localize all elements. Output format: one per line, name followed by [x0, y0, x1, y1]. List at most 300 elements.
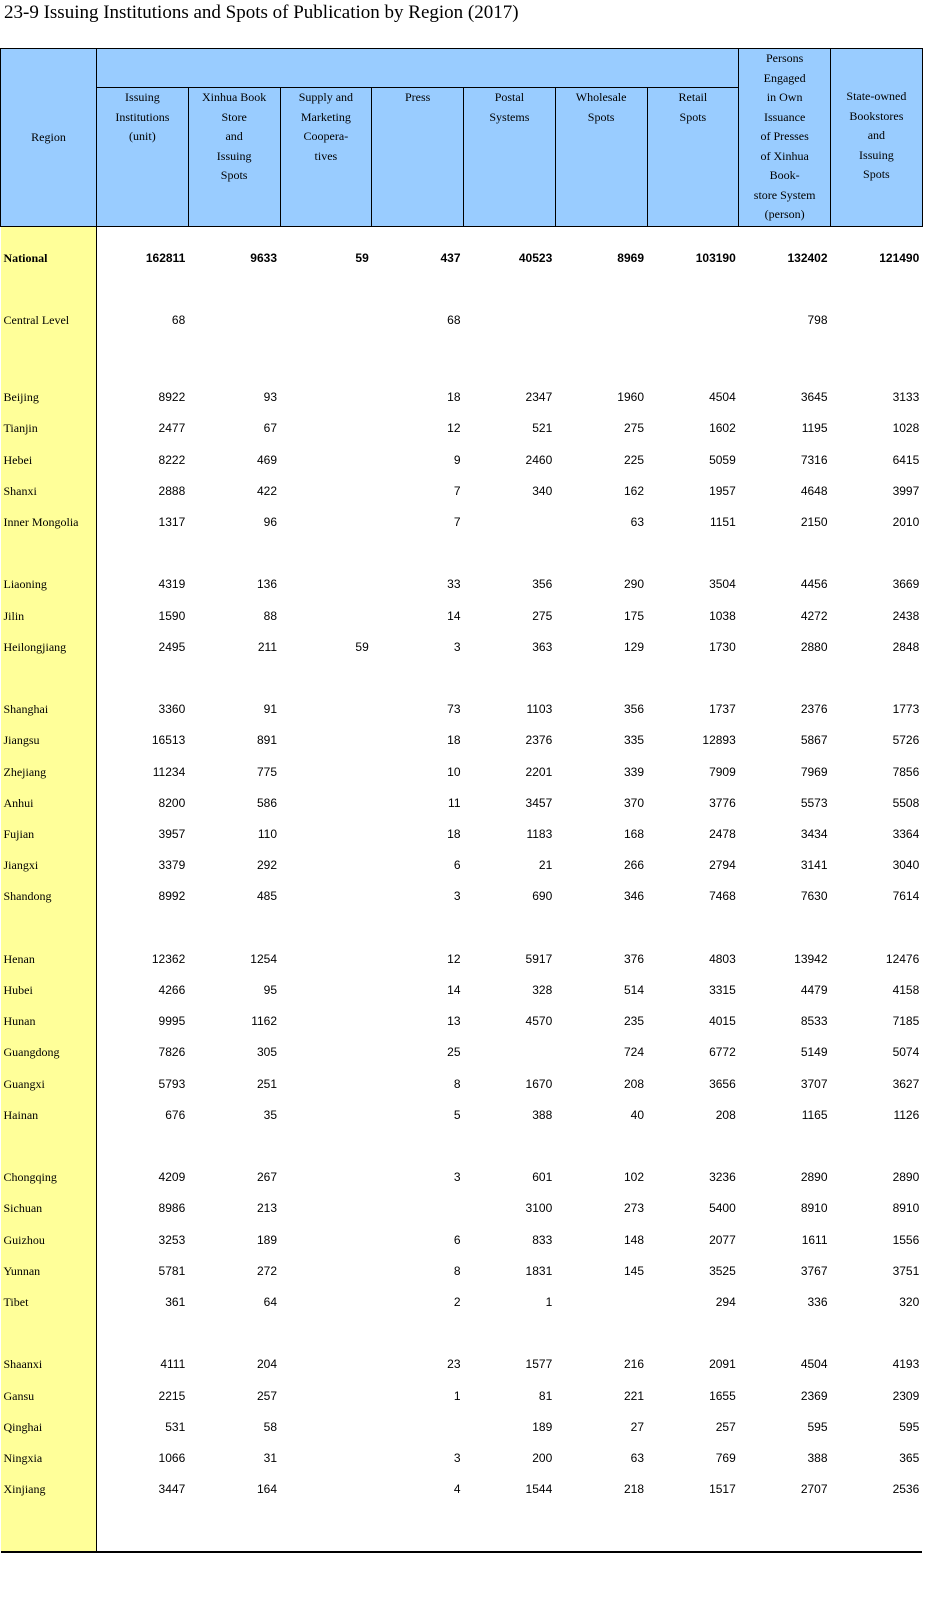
table-footer-row: [1, 1505, 923, 1552]
value-cell: 5573: [800, 795, 828, 810]
value-cell: 18: [447, 733, 461, 748]
value-cell: 485: [256, 889, 277, 904]
value-cell: 266: [623, 858, 644, 873]
value-cell: 7614: [892, 889, 920, 904]
region-cell: Central Level: [1, 289, 97, 351]
value-cell: [831, 351, 923, 382]
value-cell: [280, 663, 372, 694]
table-row: [1, 1349, 923, 1380]
value-cell: 8200: [158, 795, 186, 810]
value-cell: 93: [263, 390, 277, 405]
value-cell: [280, 382, 372, 413]
value-cell: 12476: [885, 951, 920, 966]
value-cell: 208: [623, 1076, 644, 1091]
table-row: [1, 1006, 923, 1037]
value-cell: 67: [263, 421, 277, 436]
value-cell: 63: [630, 515, 644, 529]
value-cell: [831, 1318, 923, 1349]
region-cell: Guizhou: [1, 1225, 97, 1256]
value-cell: 63: [630, 1451, 644, 1466]
table-row: [1, 1443, 923, 1474]
value-cell: 388: [532, 1107, 553, 1122]
value-cell: [372, 1412, 464, 1443]
value-cell: 3434: [800, 827, 828, 841]
value-cell: 2880: [800, 639, 828, 654]
value-cell: [555, 351, 647, 382]
value-cell: 3: [453, 889, 461, 904]
value-cell: 2460: [525, 452, 553, 467]
value-cell: 189: [532, 1419, 553, 1434]
value-cell: [739, 1505, 831, 1552]
value-cell: [188, 913, 280, 944]
value-cell: 290: [623, 577, 644, 592]
value-cell: 3504: [709, 577, 736, 592]
value-cell: [280, 725, 372, 756]
value-cell: 8910: [800, 1201, 828, 1216]
value-cell: 5149: [800, 1045, 828, 1060]
value-cell: 4648: [800, 483, 828, 498]
value-cell: 11234: [152, 764, 186, 779]
value-cell: 4015: [709, 1014, 736, 1029]
value-cell: 7909: [709, 764, 736, 779]
value-cell: [280, 1006, 372, 1037]
value-cell: [188, 1318, 280, 1349]
value-cell: 64: [263, 1295, 277, 1310]
value-cell: 2890: [800, 1170, 828, 1185]
value-cell: 8: [453, 1076, 461, 1091]
table-row: [1, 1225, 923, 1256]
region-cell: [1, 538, 97, 569]
value-cell: 3767: [800, 1263, 828, 1278]
value-cell: 110: [257, 827, 277, 841]
value-cell: [280, 757, 372, 788]
value-cell: 2091: [709, 1357, 736, 1372]
value-cell: [831, 1131, 923, 1162]
value-cell: 4158: [892, 983, 920, 997]
value-cell: [647, 351, 739, 382]
value-cell: 4209: [158, 1170, 186, 1185]
value-cell: 1655: [709, 1388, 736, 1403]
value-cell: 7316: [800, 452, 828, 467]
value-cell: 3236: [709, 1170, 736, 1185]
table-row: [1, 227, 923, 290]
region-cell: [1, 663, 97, 694]
value-cell: 81: [538, 1388, 553, 1403]
value-cell: 1960: [617, 390, 644, 405]
value-cell: 68: [447, 313, 461, 327]
value-cell: [372, 1318, 464, 1349]
region-cell: [1, 1318, 97, 1349]
value-cell: 388: [807, 1451, 828, 1466]
value-cell: 8922: [158, 390, 186, 405]
value-cell: 2010: [892, 515, 920, 529]
value-cell: 361: [165, 1295, 186, 1310]
value-cell: 1126: [893, 1107, 920, 1122]
spacer-row: [1, 663, 923, 694]
header-retail: Retail Spots: [647, 88, 739, 227]
value-cell: [647, 1318, 739, 1349]
value-cell: 724: [623, 1045, 644, 1060]
value-cell: 3627: [892, 1076, 920, 1091]
value-cell: 7: [453, 515, 461, 529]
value-cell: 8992: [158, 889, 186, 904]
value-cell: [555, 1318, 647, 1349]
value-cell: 2077: [709, 1232, 736, 1247]
value-cell: 14: [447, 983, 461, 997]
region-cell: Jiangxi: [1, 850, 97, 881]
table-body: [1, 227, 923, 1553]
value-cell: [280, 944, 372, 975]
value-cell: 3100: [525, 1201, 553, 1216]
spacer-row: [1, 538, 923, 569]
value-cell: 340: [532, 483, 553, 498]
value-cell: 1831: [525, 1263, 553, 1278]
value-cell: [739, 913, 831, 944]
value-cell: 3997: [892, 483, 920, 498]
value-cell: [647, 538, 739, 569]
value-cell: [647, 663, 739, 694]
data-sheet: [0, 48, 944, 1553]
region-cell: [1, 351, 97, 382]
value-cell: 3379: [158, 858, 186, 873]
value-cell: 1162: [251, 1014, 277, 1029]
region-cell: Hebei: [1, 445, 97, 476]
value-cell: 5508: [892, 795, 920, 810]
value-cell: 9: [453, 452, 461, 467]
value-cell: [464, 507, 556, 538]
value-cell: [647, 1131, 739, 1162]
value-cell: [97, 1318, 189, 1349]
value-cell: [555, 663, 647, 694]
value-cell: 2150: [800, 515, 828, 529]
value-cell: 3: [453, 1170, 461, 1185]
value-cell: [555, 289, 647, 351]
publication-table: [0, 48, 923, 1553]
value-cell: [647, 289, 739, 351]
value-cell: 1254: [250, 951, 277, 966]
value-cell: [464, 1505, 556, 1552]
value-cell: 251: [256, 1076, 277, 1091]
value-cell: 294: [715, 1295, 736, 1310]
value-cell: 1151: [709, 515, 736, 529]
value-cell: [280, 1037, 372, 1068]
value-cell: 132402: [787, 251, 828, 265]
value-cell: 891: [256, 733, 277, 748]
value-cell: [280, 1474, 372, 1505]
value-cell: [280, 1349, 372, 1380]
value-cell: 175: [623, 608, 644, 623]
value-cell: 103190: [695, 251, 736, 265]
value-cell: 1: [545, 1295, 553, 1310]
value-cell: [97, 1505, 189, 1552]
value-cell: 3776: [709, 795, 736, 810]
value-cell: [280, 476, 372, 507]
value-cell: 2890: [892, 1170, 920, 1185]
header-press: Press: [372, 88, 464, 227]
value-cell: 8969: [617, 251, 644, 265]
region-cell: Tibet: [1, 1287, 97, 1318]
value-cell: [739, 351, 831, 382]
region-cell: Guangdong: [1, 1037, 97, 1068]
value-cell: [555, 1131, 647, 1162]
value-cell: 336: [807, 1295, 828, 1310]
region-cell: Qinghai: [1, 1412, 97, 1443]
value-cell: 148: [623, 1232, 644, 1247]
value-cell: 3: [453, 639, 461, 654]
value-cell: [739, 663, 831, 694]
value-cell: 514: [623, 983, 644, 997]
value-cell: 68: [171, 313, 186, 327]
value-cell: [372, 1505, 464, 1552]
value-cell: 1611: [801, 1232, 828, 1247]
value-cell: 3457: [525, 795, 553, 810]
value-cell: 225: [623, 452, 644, 467]
value-cell: [280, 1256, 372, 1287]
value-cell: 356: [623, 702, 644, 717]
value-cell: 8222: [158, 452, 186, 467]
region-cell: Xinjiang: [1, 1474, 97, 1505]
value-cell: 4319: [158, 577, 186, 592]
value-cell: 59: [355, 639, 369, 654]
value-cell: 7185: [892, 1014, 920, 1029]
value-cell: 4111: [160, 1357, 186, 1372]
region-cell: [1, 1505, 97, 1552]
value-cell: 2495: [158, 639, 186, 654]
value-cell: 31: [263, 1451, 277, 1466]
value-cell: [280, 1131, 372, 1162]
value-cell: [464, 1037, 556, 1068]
value-cell: 95: [263, 983, 277, 997]
value-cell: [372, 351, 464, 382]
region-cell: Chongqing: [1, 1162, 97, 1193]
table-row: [1, 382, 923, 413]
value-cell: 2376: [525, 733, 553, 748]
value-cell: 3040: [892, 858, 920, 873]
value-cell: [188, 1505, 280, 1552]
value-cell: 6772: [709, 1045, 736, 1060]
region-cell: Ningxia: [1, 1443, 97, 1474]
value-cell: 798: [807, 313, 828, 327]
value-cell: 4570: [525, 1014, 553, 1029]
value-cell: 12893: [702, 733, 736, 748]
value-cell: 16513: [151, 733, 186, 748]
region-cell: Fujian: [1, 819, 97, 850]
value-cell: [739, 1318, 831, 1349]
value-cell: [739, 538, 831, 569]
value-cell: 11: [448, 795, 461, 810]
value-cell: 2794: [709, 858, 736, 873]
table-row: [1, 1100, 923, 1131]
value-cell: 601: [532, 1170, 553, 1185]
value-cell: 1544: [525, 1482, 553, 1497]
value-cell: [280, 601, 372, 632]
value-cell: [464, 351, 556, 382]
value-cell: [280, 694, 372, 725]
value-cell: [97, 913, 189, 944]
value-cell: 7969: [800, 764, 828, 779]
value-cell: 3707: [800, 1076, 828, 1091]
value-cell: 257: [256, 1388, 277, 1403]
value-cell: [831, 1505, 923, 1552]
value-cell: 3957: [158, 827, 186, 841]
page-title: 23-9 Issuing Institutions and Spots of Publication by Region (2017): [4, 2, 519, 23]
table-row: [1, 632, 923, 663]
value-cell: 1317: [158, 515, 186, 529]
value-cell: 9633: [250, 251, 277, 265]
region-cell: Guangxi: [1, 1069, 97, 1100]
value-cell: [280, 1162, 372, 1193]
value-cell: 164: [256, 1482, 277, 1497]
value-cell: 73: [447, 702, 461, 717]
value-cell: 23: [447, 1357, 461, 1372]
value-cell: [280, 975, 372, 1006]
value-cell: 1773: [892, 702, 920, 717]
header-supply: Supply and Marketing Coopera- tives: [280, 88, 372, 227]
value-cell: 1038: [709, 608, 736, 623]
value-cell: 346: [623, 889, 644, 904]
value-cell: [97, 1131, 189, 1162]
value-cell: 6415: [892, 452, 920, 467]
value-cell: 5059: [709, 452, 736, 467]
value-cell: 339: [623, 764, 644, 779]
value-cell: 257: [715, 1419, 736, 1434]
value-cell: 1: [453, 1388, 461, 1403]
value-cell: 3525: [709, 1263, 736, 1278]
value-cell: 437: [440, 251, 461, 265]
value-cell: 4504: [709, 390, 736, 405]
value-cell: 162: [623, 483, 644, 498]
region-cell: Shanxi: [1, 476, 97, 507]
value-cell: 305: [256, 1045, 277, 1060]
value-cell: 8: [453, 1263, 461, 1278]
value-cell: 3315: [709, 983, 736, 997]
value-cell: [280, 1287, 372, 1318]
header-xinhua: Xinhua Book Store and Issuing Spots: [188, 88, 280, 227]
value-cell: 35: [263, 1107, 277, 1122]
value-cell: [280, 913, 372, 944]
value-cell: 1165: [801, 1107, 828, 1122]
header-issuing-institutions: Issuing Institutions (unit): [97, 88, 189, 227]
value-cell: [280, 413, 372, 444]
region-cell: Yunnan: [1, 1256, 97, 1287]
value-cell: 14: [447, 608, 461, 623]
table-row: [1, 289, 923, 351]
value-cell: 5867: [800, 733, 828, 748]
value-cell: [831, 538, 923, 569]
value-cell: [739, 1131, 831, 1162]
region-cell: Liaoning: [1, 569, 97, 600]
value-cell: 10: [447, 764, 461, 779]
value-cell: 2201: [525, 764, 553, 779]
value-cell: 2478: [709, 827, 736, 841]
value-cell: 5074: [892, 1045, 920, 1060]
table-row: [1, 1474, 923, 1505]
value-cell: 162811: [145, 251, 186, 265]
value-cell: 3133: [892, 390, 920, 405]
value-cell: 145: [623, 1263, 644, 1278]
value-cell: [188, 663, 280, 694]
value-cell: 3: [453, 1451, 461, 1466]
value-cell: 6: [453, 858, 461, 873]
value-cell: [280, 1225, 372, 1256]
value-cell: [280, 507, 372, 538]
value-cell: 7: [453, 483, 461, 498]
value-cell: 3360: [158, 702, 186, 717]
region-cell: Heilongjiang: [1, 632, 97, 663]
value-cell: 1517: [709, 1482, 736, 1497]
spacer-row: [1, 1131, 923, 1162]
value-cell: [280, 1318, 372, 1349]
region-cell: Jilin: [1, 601, 97, 632]
value-cell: 58: [263, 1419, 277, 1434]
value-cell: 25: [447, 1045, 461, 1060]
value-cell: 2376: [800, 702, 828, 717]
table-row: [1, 413, 923, 444]
value-cell: 13942: [794, 951, 828, 966]
table-row: [1, 725, 923, 756]
value-cell: 102: [623, 1170, 644, 1185]
table-row: [1, 601, 923, 632]
value-cell: [280, 1412, 372, 1443]
value-cell: 521: [532, 421, 553, 436]
table-row: [1, 1256, 923, 1287]
value-cell: 2438: [892, 608, 920, 623]
value-cell: 3669: [892, 577, 920, 592]
value-cell: 18: [447, 390, 461, 405]
value-cell: 272: [256, 1263, 277, 1278]
value-cell: [280, 788, 372, 819]
value-cell: [188, 1131, 280, 1162]
region-cell: Hubei: [1, 975, 97, 1006]
value-cell: 1103: [526, 702, 553, 717]
value-cell: 595: [899, 1419, 920, 1434]
value-cell: 2477: [158, 421, 186, 436]
value-cell: [464, 1131, 556, 1162]
value-cell: 328: [532, 983, 553, 997]
value-cell: 40523: [518, 251, 553, 265]
value-cell: 3253: [158, 1232, 186, 1247]
value-cell: 422: [256, 483, 277, 498]
table-row: [1, 944, 923, 975]
value-cell: 204: [256, 1357, 277, 1372]
value-cell: 2309: [892, 1388, 920, 1403]
region-cell: Henan: [1, 944, 97, 975]
value-cell: 4272: [800, 608, 828, 623]
value-cell: [464, 913, 556, 944]
value-cell: 211: [257, 639, 277, 654]
value-cell: [372, 538, 464, 569]
value-cell: [464, 1318, 556, 1349]
value-cell: [188, 351, 280, 382]
table-row: [1, 1287, 923, 1318]
table-row: [1, 881, 923, 912]
value-cell: 12: [447, 951, 461, 966]
value-cell: 7856: [892, 764, 920, 779]
value-cell: 2: [453, 1295, 461, 1310]
header-wholesale: Wholesale Spots: [555, 88, 647, 227]
value-cell: 33: [447, 577, 461, 592]
region-cell: Tianjin: [1, 413, 97, 444]
value-cell: 469: [256, 452, 277, 467]
region-cell: Hainan: [1, 1100, 97, 1131]
value-cell: 1730: [709, 639, 736, 654]
value-cell: 213: [256, 1201, 277, 1216]
value-cell: [280, 819, 372, 850]
region-cell: Anhui: [1, 788, 97, 819]
header-region: Region: [1, 49, 97, 227]
value-cell: 4456: [800, 577, 828, 592]
value-cell: 292: [256, 858, 277, 873]
